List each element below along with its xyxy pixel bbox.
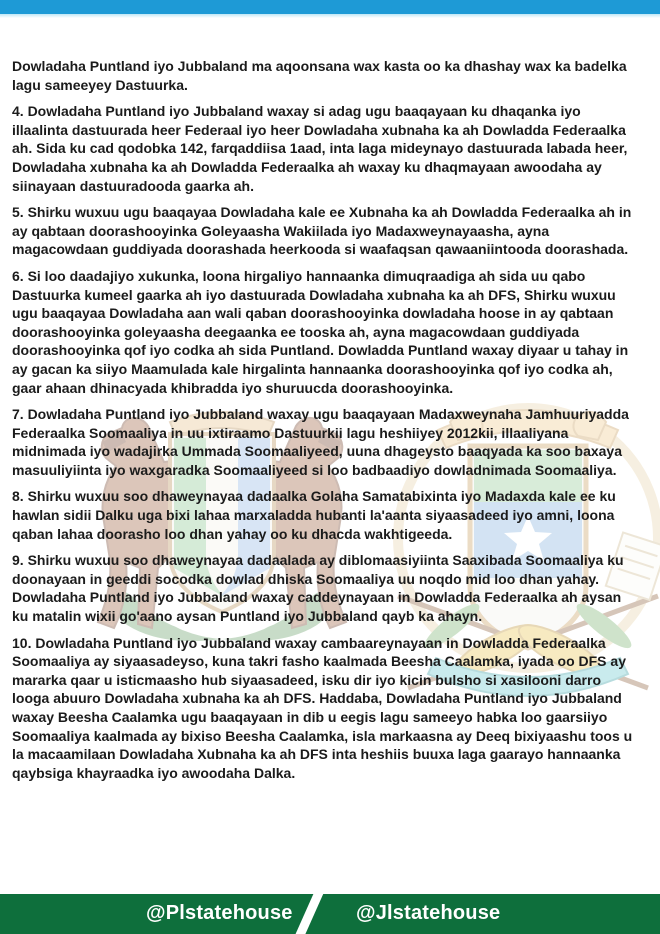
footer-bar	[0, 894, 660, 934]
footer-slash-divider	[292, 886, 325, 934]
puntland-social-handle: @Plstatehouse	[146, 902, 293, 924]
paragraph-7: 7. Dowladaha Puntland iyo Jubbaland waxay ugu baaqayaan Madaxweynaha Jamhuuriyadda Federaalka Soomaaliya in uu ixtiraamo Dastuurkii lagu heshiiyey 2012kii, illaaliyana midnimada iyo wadajirka Ummada Soomaaliyeed, uuna dhageysto baaqyada ka soo baxaya masuuliyiinta iyo waxgaradka Soomaaliyeed si loo badbaadiyo dowladnimada Soomaaliya.	[12, 406, 629, 478]
paragraph-5: 5. Shirku wuxuu ugu baaqayaa Dowladaha kale ee Xubnaha ka ah Dowladda Federaalka ah in ay qabtaan doorashooyinka Goleyaasha Wakiilada iyo Madaxweynayaasha, ayna magacowdaan guddiyada doorashada heerkooda si waafaqsan qawaaniintooda doorashada.	[12, 204, 632, 258]
paragraph-10: 10. Dowladaha Puntland iyo Jubbaland waxay cambaareynayaan in Dowladda Federaalka Soomaaliya ay siyaasadeyso, kuna takri fasho kaalmada Beesha Caalamka, iyada oo DFS ay mararka qaar u isticmaasho hub siyaasadeed, isku dir iyo kicin bulsho si xasilooni darro looga abuuro Dowladaha xubnaha ka ah DFS. Haddaba, Dowladaha Puntland iyo Jubbaland waxay Beesha Caalamka ugu baaqayaan in dib u eegis lagu sameeyo habka loo gaarsiiyo Soomaaliya kaalmada ay bixiso Beesha Caalamka, isla markaasna ay Deeq bixiyaashu toos u la macaamilaan Dowladaha Xubnaha ka ah DFS inta heshiis buuxa laga gaarayo hannaanka qaybsiga khayraadka iyo awoodaha Dalka.	[12, 634, 633, 781]
jubbaland-social-handle: @Jlstatehouse	[356, 902, 501, 924]
paragraph-3-continued: Dowladaha Puntland iyo Jubbaland ma aqoonsana wax kasta oo ka dhashay wax ka badelka lagu sameeyey Dastuurka.	[12, 58, 627, 93]
paragraph-9: 9. Shirku wuxuu soo dhaweynayaa dadaalada ay diblomaasiyiinta Saaxibada Soomaaliya ku doonayaan in geeddi socodka dowlad dhiska Soomaaliya uu noqdo mid loo dhan yahay. Dowladaha Puntland iyo Jubbaland waxay caddeynayaan in Dowladda Federaalka ah aysan ku matalin wixii go'aano aysan Puntland iyo Jubbaland qayb ka ahayn.	[12, 552, 624, 625]
paragraph-4: 4. Dowladaha Puntland iyo Jubbaland waxay si adag ugu baaqayaan ku dhaqanka iyo illaalinta dastuurada heer Federaal iyo heer Dowladaha xubnaha ka ah Dowladda Federaalka ah. Sida ku cad qodobka 142, farqaddiisa 1aad, inta laga mideynayo dastuurada labada heer, Dowladaha xubnaha ka ah Dowladda Federaalka ah waxay ku dhaqmayaan awoodaha ay siinayaan dastuuradooda gaarka ah.	[12, 103, 628, 194]
paragraph-8: 8. Shirku wuxuu soo dhaweynayaa dadaalka Golaha Samatabixinta iyo Madaxda kale ee ku hawlan sidii Dalku uga bixi lahaa marxaladda hubanti la'aanta siyaasadeed iyo amni, loona qaban lahaa doorasho loo dhan yahay oo ku dhacda wakhtigeeda.	[12, 488, 616, 542]
paragraph-6: 6. Si loo daadajiyo xukunka, loona hirgaliyo hannaanka dimuqraadiga ah sida uu qabo Dastuurka kumeel gaarka ah iyo dastuurada Dowladaha xubnaha ka ah DFS, Shirku wuxuu ugu baaqayaa Dowladaha aan wali qaban doorashooyinka dowladaha hoose in ay qabtaan doorashooyinka goleyaasha deegaanka ee tooska ah, ayna magacowdaan guddiyada doorashooyinka qof iyo codka ah sida Puntland. Dowladda Puntland waxay diyaar u tahay in ay gacan ka siiyo Maamulada kale hirgalinta hannaanka doorashooyinka qof iyo codka ah, gaar ahaan dhinacyada khibradda iyo shuruucda doorashooyinka.	[12, 267, 629, 396]
